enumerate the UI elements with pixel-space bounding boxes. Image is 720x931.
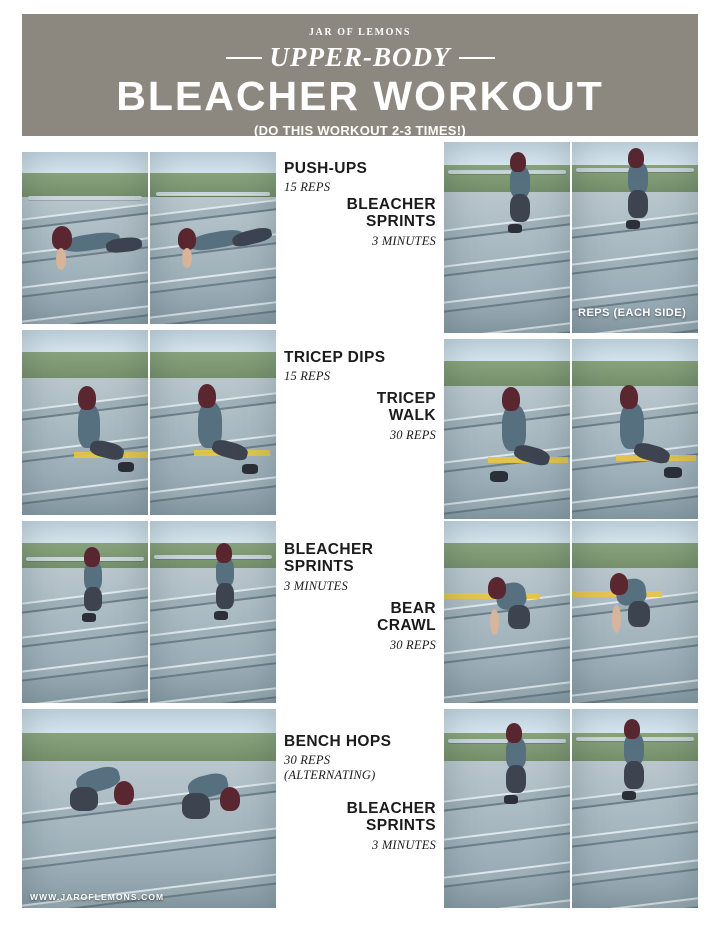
photo-push-ups-right [150,152,276,324]
exercise-reps-extra: (ALTERNATING) [284,768,376,783]
photo-vignette [444,339,570,519]
poster-title: BLEACHER WORKOUT [116,73,604,119]
subtitle-row [22,42,698,73]
photo-overlay-reps-text: REPS (EACH SIDE) [578,307,687,319]
exercise-name: TRICEP DIPS [284,349,386,366]
exercise-name-line1: TRICEP [376,390,436,407]
photo-vignette [150,521,276,703]
exercise-reps: 30 REPS [284,753,331,768]
photo-bleacher-sprints-bottom-b [572,709,698,908]
label-tricep-dips [284,349,434,384]
exercise-name-line1: BLEACHER [284,541,374,558]
rule-right [459,57,495,59]
label-bear-crawl [300,600,436,653]
photo-tricep-dips-right [150,330,276,515]
exercise-name: BENCH HOPS [284,733,392,750]
exercise-name-line2: SPRINTS [284,558,354,576]
photo-vignette [572,521,698,703]
exercise-reps: 3 MINUTES [372,837,436,852]
photo-vignette [572,339,698,519]
exercise-name-line1: BEAR [390,600,436,617]
watermark: WWW.JAROFLEMONS.COM [30,892,165,902]
exercise-name-line1: BLEACHER [346,800,436,817]
photo-vignette [444,521,570,703]
photo-push-ups-left [22,152,148,324]
photo-bear-crawl-b [572,521,698,703]
photo-vignette [150,152,276,324]
label-bleacher-sprints-2 [284,541,434,594]
photo-tricep-walk-a [444,339,570,519]
photo-vignette [22,152,148,324]
poster-note: (DO THIS WORKOUT 2-3 TIMES!) [253,123,467,139]
photo-bear-crawl-a [444,521,570,703]
photo-bleacher-sprints-left-b [150,521,276,703]
exercise-reps: 30 REPS [389,637,436,652]
exercise-reps: 30 REPS [389,427,436,442]
photo-vignette [150,330,276,515]
photo-vignette [22,521,148,703]
poster-header [22,14,698,139]
photo-vignette [22,709,276,908]
exercise-name-line2: WALK [388,407,436,425]
photo-tricep-dips-left [22,330,148,515]
rule-left [226,57,262,59]
exercise-reps: 15 REPS [284,369,331,384]
photo-bleacher-sprints-right-b [572,142,698,333]
photo-bleacher-sprints-bottom-a [444,709,570,908]
label-bleacher-sprints-3 [300,800,436,853]
label-bench-hops [284,733,436,783]
photo-bleacher-sprints-right-a [444,142,570,333]
exercise-name: PUSH-UPS [284,160,368,177]
exercise-reps: 3 MINUTES [284,578,348,593]
exercise-name-line2: SPRINTS [366,817,436,835]
exercise-name-line2: CRAWL [377,617,436,635]
photo-bench-hops [22,709,276,908]
photo-tricep-walk-b [572,339,698,519]
photo-vignette [572,142,698,333]
exercise-reps: 15 REPS [284,180,331,195]
photo-bleacher-sprints-left-a [22,521,148,703]
brand-name: JAR OF LEMONS [308,27,412,38]
exercise-reps: 3 MINUTES [372,233,436,248]
poster-subtitle: UPPER-BODY [269,42,451,72]
photo-vignette [22,330,148,515]
photo-vignette [444,709,570,908]
exercise-name-line2: SPRINTS [366,213,436,231]
label-push-ups [284,160,434,195]
photo-vignette [444,142,570,333]
exercise-name-line1: BLEACHER [346,196,436,213]
label-bleacher-sprints-1 [300,196,436,249]
photo-vignette [572,709,698,908]
label-tricep-walk [300,390,436,443]
